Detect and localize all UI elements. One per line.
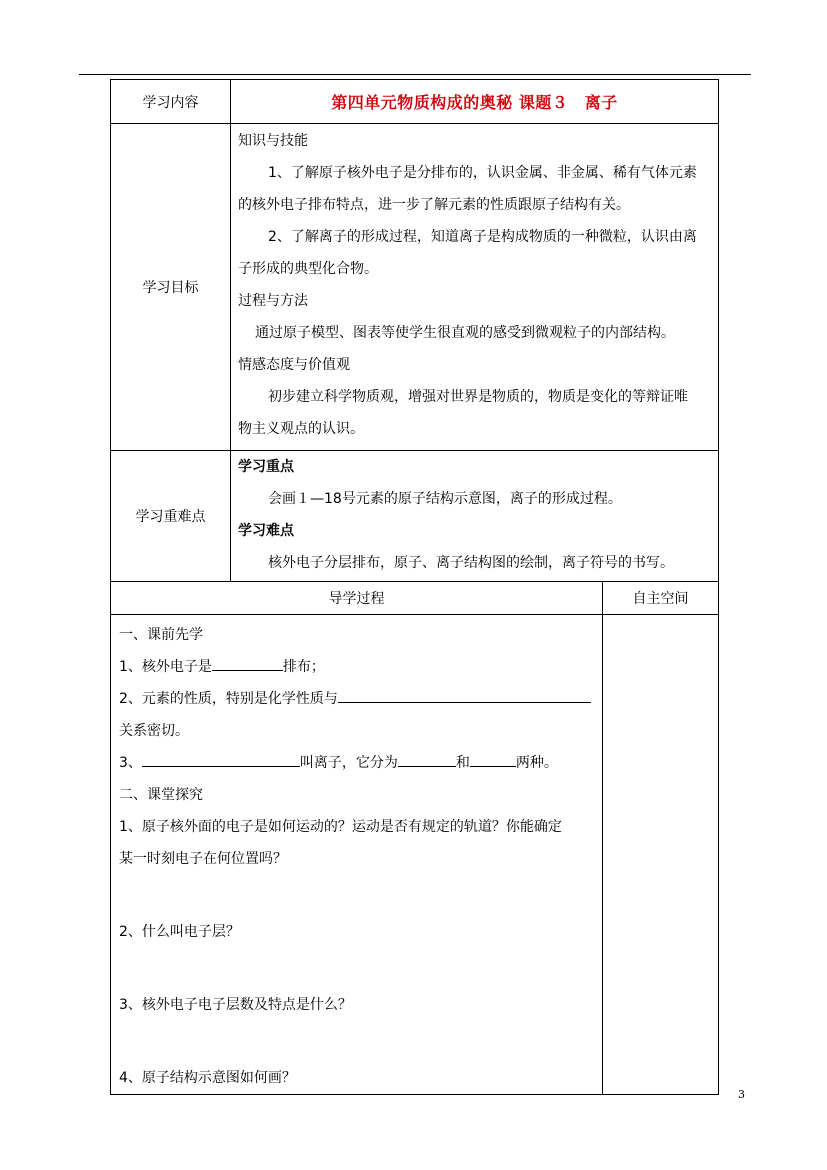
difficulty-text: 核外电子分层排布，原子、离子结构图的绘制，离子符号的书写。	[268, 555, 674, 571]
question-2-blank[interactable]	[338, 686, 591, 703]
question-1-prefix: 1、核外电子是	[119, 659, 212, 675]
difficulty-heading: 学习难点	[238, 523, 294, 539]
content-label: 学习内容	[111, 80, 231, 124]
process-heading: 过程与方法	[238, 293, 308, 309]
objectives-cell	[231, 124, 719, 451]
inquiry-3: 3、核外电子电子层数及特点是什么？	[119, 997, 352, 1013]
knowledge-heading: 知识与技能	[238, 133, 308, 149]
lesson-title-cell	[231, 80, 719, 124]
question-1	[119, 651, 594, 683]
objective-2-line-2: 子形成的典型化合物。	[238, 261, 378, 277]
guide-process-header: 导学过程	[111, 582, 603, 615]
page-title: 第四单元物质构成的奥秘 课题３ 离子	[331, 93, 618, 112]
key-point-heading: 学习重点	[238, 459, 294, 475]
key-points-cell	[231, 451, 719, 582]
objective-1-line-2: 的核外电子排布特点，进一步了解元素的性质跟原子结构有关。	[238, 197, 630, 213]
attitude-heading: 情感态度与价值观	[238, 357, 350, 373]
question-3-blank-1[interactable]	[142, 750, 300, 767]
question-1-blank[interactable]	[212, 654, 283, 671]
question-2-prefix: 2、元素的性质，特别是化学性质与	[119, 691, 338, 707]
process-text: 通过原子模型、图表等使学生很直观的感受到微观粒子的内部结构。	[255, 325, 675, 341]
inquiry-4: 4、原子结构示意图如何画？	[119, 1070, 296, 1086]
question-3-suffix: 两种。	[515, 755, 558, 771]
page-number: 3	[738, 1088, 745, 1101]
objectives-label: 学习目标	[111, 124, 231, 451]
guide-process-cell	[111, 615, 603, 1095]
objective-2-line-1: 2、了解离子的形成过程，知道离子是构成物质的一种微粒，认识由离	[268, 229, 697, 245]
inquiry-2: 2、什么叫电子层？	[119, 924, 240, 940]
question-1-suffix: 排布；	[282, 659, 325, 675]
self-study-space-cell[interactable]	[603, 615, 719, 1095]
question-3-middle-1: 叫离子，它分为	[299, 755, 398, 771]
inquiry-1-line-2: 某一时刻电子在何位置吗？	[119, 851, 287, 867]
objective-1-line-1: 1、了解原子核外电子是分排布的，认识金属、非金属、稀有气体元素	[268, 165, 697, 181]
key-point-text: 会画１—18号元素的原子结构示意图，离子的形成过程。	[268, 491, 622, 507]
key-points-label: 学习重难点	[111, 451, 231, 582]
guide-table	[110, 581, 719, 1095]
self-study-header: 自主空间	[603, 582, 719, 615]
question-2	[119, 683, 594, 715]
question-3	[119, 747, 594, 779]
question-3-prefix: 3、	[119, 755, 142, 771]
question-2-continued: 关系密切。	[119, 723, 189, 739]
section-class-inquiry: 二、课堂探究	[119, 787, 203, 803]
inquiry-1-line-1: 1、原子核外面的电子是如何运动的？运动是否有规定的轨道？你能确定	[119, 819, 562, 835]
question-3-blank-3[interactable]	[470, 750, 516, 767]
section-pre-study: 一、课前先学	[119, 627, 203, 643]
attitude-line-1: 初步建立科学物质观，增强对世界是物质的，物质是变化的等辩证唯	[268, 389, 688, 405]
question-3-middle-2: 和	[455, 755, 470, 771]
question-3-blank-2[interactable]	[398, 750, 456, 767]
attitude-line-2: 物主义观点的认识。	[238, 421, 364, 437]
header-rule	[79, 74, 751, 75]
lesson-info-table	[110, 79, 719, 582]
